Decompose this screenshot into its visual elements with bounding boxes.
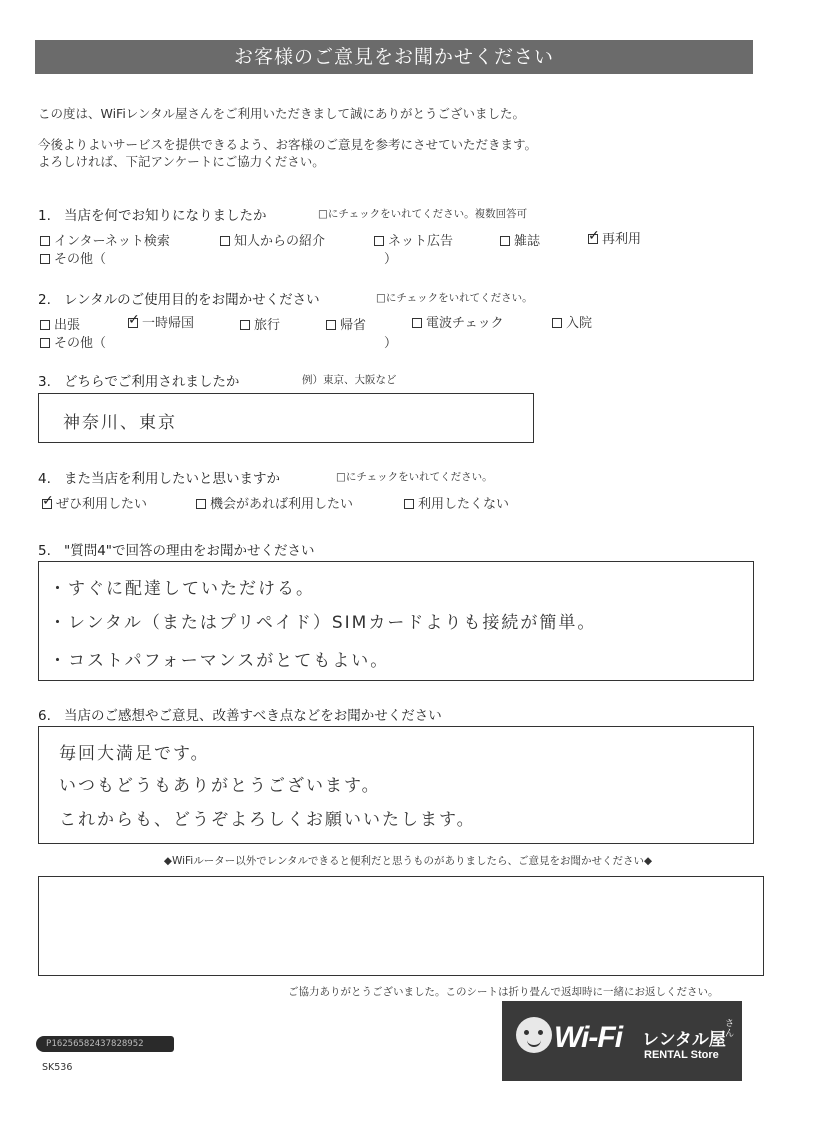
q3-answer-box[interactable] bbox=[38, 393, 534, 443]
checkbox[interactable] bbox=[500, 236, 510, 246]
question-number: 2. bbox=[38, 292, 51, 308]
question-4-hint: □にチェックをいれてください。 bbox=[336, 471, 493, 483]
q7-prompt: ◆WiFiルーター以外でレンタルできると便利だと思うものがありましたら、ご意見をお聞かせください◆ bbox=[163, 855, 653, 867]
checkbox[interactable] bbox=[326, 320, 336, 330]
q5-answer-line-3: ・コストパフォーマンスがとてもよい。 bbox=[49, 651, 390, 671]
q2-option-travel[interactable]: 旅行 bbox=[240, 314, 280, 333]
checkbox[interactable] bbox=[374, 236, 384, 246]
question-text: "質問4"で回答の理由をお聞かせください bbox=[64, 543, 315, 559]
checkbox[interactable] bbox=[412, 318, 422, 328]
question-text: 当店を何でお知りになりましたか bbox=[64, 208, 267, 224]
question-3 bbox=[38, 370, 239, 390]
checkbox[interactable] bbox=[404, 499, 414, 509]
question-3-hint: 例）東京、大阪など bbox=[302, 374, 397, 386]
question-number: 6. bbox=[38, 708, 51, 724]
checkbox-checked[interactable] bbox=[42, 499, 52, 509]
checkbox[interactable] bbox=[40, 236, 50, 246]
question-number: 5. bbox=[38, 543, 51, 559]
checkbox[interactable] bbox=[40, 320, 50, 330]
q6-answer-line-3: これからも、どうぞよろしくお願いいたします。 bbox=[59, 810, 476, 830]
question-2 bbox=[38, 288, 320, 308]
checkbox[interactable] bbox=[552, 318, 562, 328]
logo-brand-text: レンタル屋 bbox=[642, 1030, 726, 1050]
checkbox-checked[interactable] bbox=[588, 234, 598, 244]
survey-title: お客様のご意見をお聞かせください bbox=[35, 40, 753, 74]
q7-answer-box[interactable] bbox=[38, 876, 764, 976]
checkbox[interactable] bbox=[40, 254, 50, 264]
intro-line-3: よろしければ、下記アンケートにご協力ください。 bbox=[38, 154, 325, 169]
question-text: どちらでご利用されましたか bbox=[64, 374, 240, 390]
q2-option-homecoming[interactable]: ✓ 一時帰国 bbox=[128, 312, 194, 331]
mascot-icon bbox=[516, 1017, 552, 1053]
q1-option-net-ad[interactable]: ネット広告 bbox=[374, 230, 453, 249]
q5-answer-line-1: ・すぐに配達していただける。 bbox=[49, 579, 315, 599]
serial-barcode: P16256582437828952 bbox=[36, 1036, 174, 1052]
q1-option-reuse[interactable]: ✓ 再利用 bbox=[588, 228, 641, 247]
q4-option-no[interactable]: 利用したくない bbox=[404, 493, 509, 512]
q6-answer-box[interactable] bbox=[38, 726, 754, 844]
checkbox[interactable] bbox=[240, 320, 250, 330]
question-number: 1. bbox=[38, 208, 51, 224]
q2-option-business[interactable]: 出張 bbox=[40, 314, 80, 333]
question-2-hint: □にチェックをいれてください。 bbox=[376, 292, 533, 304]
q4-option-if-chance[interactable]: 機会があれば利用したい bbox=[196, 493, 353, 512]
q5-answer-line-2: ・レンタル（またはプリペイド）SIMカードよりも接続が簡単。 bbox=[49, 613, 597, 633]
q1-other-close: ） bbox=[384, 252, 398, 267]
q6-answer-line-1: 毎回大満足です。 bbox=[59, 744, 210, 764]
question-number: 4. bbox=[38, 471, 51, 487]
store-logo bbox=[502, 1001, 742, 1081]
question-6 bbox=[38, 704, 442, 724]
logo-san-text: さん bbox=[725, 1019, 735, 1039]
question-1-hint: □にチェックをいれてください。複数回答可 bbox=[318, 208, 528, 220]
question-number: 3. bbox=[38, 374, 51, 390]
intro-line-1: この度は、WiFiレンタル屋さんをご利用いただきまして誠にありがとうございました。 bbox=[38, 106, 526, 121]
logo-sub-text: RENTAL Store bbox=[644, 1049, 719, 1061]
q2-option-signal-check[interactable]: 電波チェック bbox=[412, 312, 504, 331]
q3-answer-text: 神奈川、東京 bbox=[63, 413, 177, 433]
thanks-note: ご協力ありがとうございました。このシートは折り畳んで返却時に一緒にお返しください。 bbox=[288, 986, 719, 998]
q2-option-other[interactable]: その他（ bbox=[40, 332, 106, 351]
q5-answer-box[interactable] bbox=[38, 561, 754, 681]
q1-option-other[interactable]: その他（ bbox=[40, 248, 106, 267]
question-4 bbox=[38, 467, 280, 487]
question-text: 当店のご感想やご意見、改善すべき点などをお聞かせください bbox=[64, 708, 442, 724]
q6-answer-line-2: いつもどうもありがとうございます。 bbox=[59, 776, 381, 796]
q2-other-close: ） bbox=[384, 336, 398, 351]
question-1 bbox=[38, 204, 267, 224]
question-text: また当店を利用したいと思いますか bbox=[64, 471, 280, 487]
q2-option-hometown[interactable]: 帰省 bbox=[326, 314, 366, 333]
checkbox-checked[interactable] bbox=[128, 318, 138, 328]
intro-line-2: 今後よりよいサービスを提供できるよう、お客様のご意見を参考にさせていただきます。 bbox=[38, 137, 538, 152]
question-5 bbox=[38, 539, 315, 559]
q4-option-definitely[interactable]: ✓ぜひ利用したい bbox=[42, 493, 147, 512]
checkbox[interactable] bbox=[220, 236, 230, 246]
q2-option-hospital[interactable]: 入院 bbox=[552, 312, 592, 331]
sheet-code: SK536 bbox=[42, 1062, 73, 1073]
checkbox[interactable] bbox=[196, 499, 206, 509]
q1-option-referral[interactable]: 知人からの紹介 bbox=[220, 230, 325, 249]
q1-option-search[interactable]: インターネット検索 bbox=[40, 230, 170, 249]
logo-wifi-text: Wi-Fi bbox=[554, 1021, 623, 1054]
checkbox[interactable] bbox=[40, 338, 50, 348]
question-text: レンタルのご使用目的をお聞かせください bbox=[64, 292, 320, 308]
q1-option-magazine[interactable]: 雑誌 bbox=[500, 230, 540, 249]
